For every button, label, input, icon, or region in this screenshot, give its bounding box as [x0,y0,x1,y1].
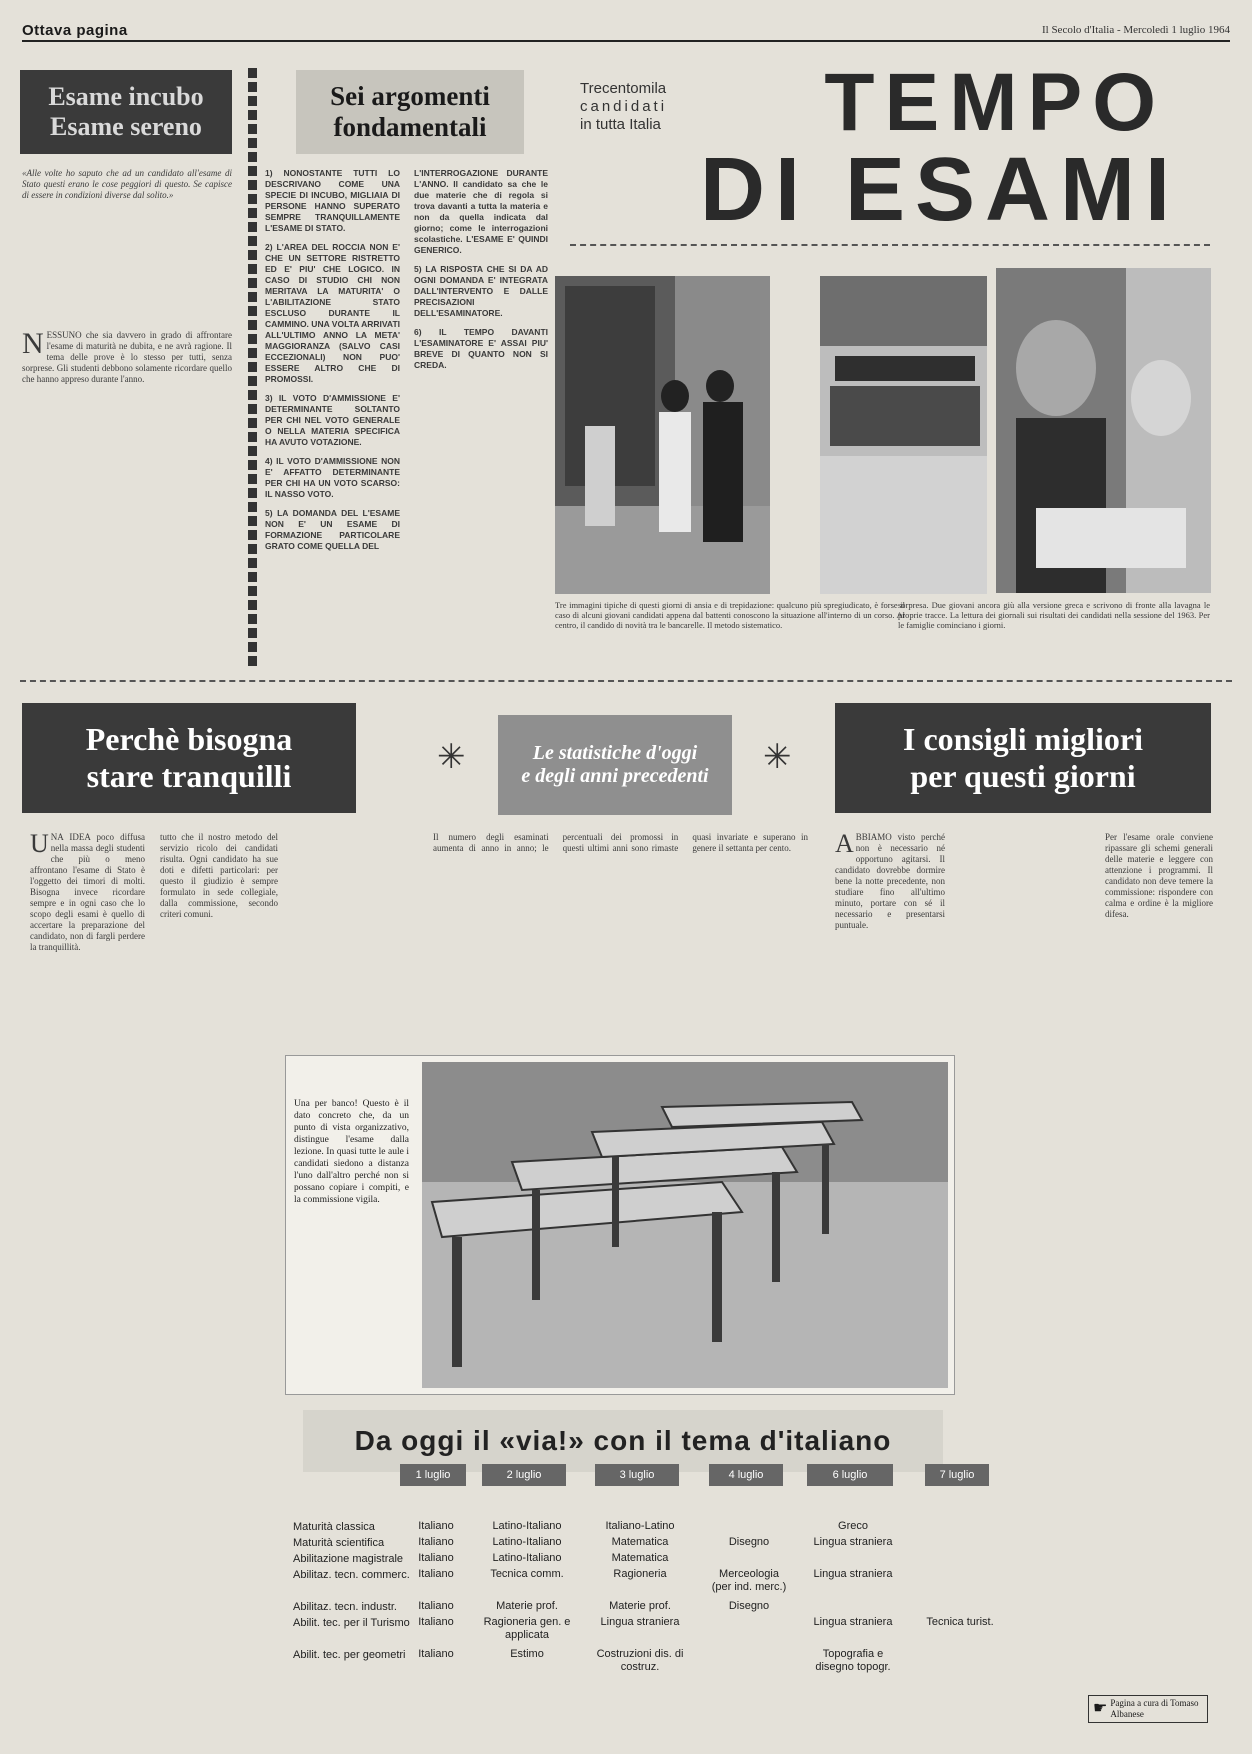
article-intro: «Alle volte ho saputo che ad un candidato all'esame di Stato questi erano le cose peggiori di questo. Se capisce di essere in condizioni diverse dal solito.» [22,168,232,200]
exam-cell: Topografia e disegno topogr. [815,1648,891,1673]
day-header: 2 luglio [482,1464,566,1486]
exam-row-label: Abilitazione magistrale [293,1553,404,1565]
pointing-hand-icon: ☛ [1093,1700,1108,1717]
exam-cell: Italiano [418,1552,454,1564]
exam-cell: Disegno [728,1600,770,1612]
exam-cell: Merceologia (per ind. merc.) [711,1568,787,1593]
headline-box-statistiche [498,715,732,815]
headline-line-2: fondamentali [333,112,487,142]
point-2: 2) L'AREA DEL ROCCIA NON E' CHE UN SETTORE RISTRETTO ED E' PIU' CHE LOGICO. IN CASO DI STUDIO CHI NON MERITAVA LA MATURITA' O L'ABILITAZIONE STATO ESCLUSO DURANTE IL CAMMINO. UNA VOLTA ARRIVATI ALL'ULTIMO ANNO LA META' MAGGIORANZA (SALVO CASI ECCEZIONALI) NON PUO' ESSERE ALTRO CHE DI PROMOSSI. [265,242,400,384]
main-headline-line-2: DI ESAMI [699,140,1180,240]
article-consigli-col-2: Per l'esame orale conviene ripassare gli schemi generali delle materie e leggere con attenzione i programmi. Il candidato non deve temere la commissione: rispondere con calma e ordine è la migliore difesa. [1105,832,1213,919]
point-5: 5) LA DOMANDA DEL L'ESAME NON E' UN ESAME DI FORMAZIONE PARTICOLARE GRATO COME QUELLA DEL [265,508,400,551]
section-label: Ottava pagina [22,22,128,39]
photo-newsstand [820,276,987,594]
points-column-right [414,168,548,662]
exam-cell: Estimo [510,1648,544,1660]
credit-box [1088,1695,1208,1723]
exam-row-label: Abilitaz. tecn. commerc. [293,1569,410,1581]
ornament-icon: ✳ [437,739,466,776]
exam-cell: Italiano-Latino [605,1520,675,1532]
exam-cell: Ragioneria [613,1568,667,1580]
day-header: 7 luglio [925,1464,989,1486]
main-headline [560,57,1180,240]
headline-box-consigli [835,703,1211,813]
exam-cell: Italiano [418,1520,454,1532]
exam-cell: Italiano [418,1536,454,1548]
dropcap: N [22,330,44,360]
photo-students-at-door [555,276,770,594]
exam-schedule [285,1410,994,1673]
section-divider [20,680,1232,682]
points-column-left [265,168,400,662]
exam-row-label: Maturità scientifica [293,1537,385,1549]
day-header: 6 luglio [807,1464,893,1486]
exam-cell: Latino-Italiano [492,1520,562,1532]
article-body: N ESSUNO che sia davvero in grado di affrontare l'esame di maturità ne dubita, e ne avrà ragione. Il tema delle prove è lo stesso per tutti, senza sorprese. Gli studenti debbono solamente ricordare quello che hanno appreso durante l'anno. [22,330,232,384]
exam-cell: Italiano [418,1648,454,1660]
page-header [22,22,1230,42]
exam-row-label: Abilitaz. tecn. industr. [293,1601,397,1613]
main-headline-line-1: TEMPO [824,57,1166,148]
headline-line-1: I consigli migliori [903,721,1143,758]
credit-text: Pagina a cura di Tomaso Albanese [1110,1698,1199,1719]
headline-box-tranquilli [22,703,356,813]
exam-cell: Lingua straniera [600,1616,680,1628]
exam-cell: Italiano [418,1616,454,1628]
exam-cell: Matematica [611,1536,669,1548]
exam-row-label: Abilit. tec. per geometri [293,1649,406,1661]
article-statistiche: Il numero degli esaminati aumenta di anno in anno; le percentuali dei promossi in questi ultimi anni sono rimaste quasi invariate e superano in genere il settanta per cento. [433,832,808,853]
exam-cell: Latino-Italiano [492,1552,562,1564]
article-tranquilli-col-2: tutto che il nostro metodo del servizio ricolo dei candidati risulta. Ogni candidato ha sue doti e difetti particolari: per questo il giudizio è sempre formulato in sede collegiale, dalla commissione, secondo criteri comuni. [160,832,278,919]
article-consigli-col-1: A BBIAMO visto perché non è necessario né opportuno agitarsi. Il candidato dovrebbe dormire bene la notte precedente, non studiare fino all'ultimo minuto, portare con sé il necessario e presentarsi puntuale. [835,832,945,930]
exam-cell: Greco [838,1520,868,1532]
point-risposta: 5) LA RISPOSTA CHE SI DA AD OGNI DOMANDA E' INTEGRATA DALL'INTERVENTO E DALLE PRECISAZIONI DELL'ESAMINATORE. [414,264,548,318]
desks-photo-caption: Una per banco! Questo è il dato concreto che, da un punto di vista organizzativo, distingue l'esame dalla lezione. In quasi tutte le aule i candidati siedono a distanza l'uno dall'altro perché non si possano copiare i compiti, e la commissione vigila. [294,1099,409,1205]
headline-box-esame [20,70,232,154]
kicker-line-3: in tutta Italia [580,116,661,133]
exam-cell: Costruzioni dis. di costruz. [596,1648,684,1673]
kicker-line-2: candidati [580,98,668,115]
point-tempo: 6) IL TEMPO DAVANTI L'ESAMINATORE E' ASSAI PIU' BREVE DI QUANTO NON SI CREDA. [414,327,548,370]
exam-cell: Lingua straniera [813,1536,893,1548]
exam-cell: Tecnica turist. [926,1616,994,1628]
exam-cell: Disegno [728,1536,770,1548]
headline-line-2: e degli anni precedenti [521,765,709,787]
point-3: 3) IL VOTO D'AMMISSIONE E' DETERMINANTE SOLTANTO PER CHI NEL VOTO GENERALE O NELLA MATERIA SPECIFICA HA AVUTO VOTAZIONE. [265,393,400,447]
dropcap: A [835,832,854,858]
point-4: 4) IL VOTO D'AMMISSIONE NON E' AFFATTO DETERMINANTE PER CHI HA UN VOTO SCARSO: IL NASSO VOTO. [265,456,400,499]
photo-empty-desks [422,1062,948,1388]
headline-line-2: per questi giorni [910,758,1136,794]
exam-cell: Materie prof. [609,1600,671,1612]
kicker-line-1: Trecentomila [580,80,667,97]
dateline: Il Secolo d'Italia - Mercoledì 1 luglio 1964 [1041,24,1230,36]
ornament-icon: ✳ [763,739,792,776]
day-header: 4 luglio [709,1464,783,1486]
exam-cell: Tecnica comm. [490,1568,564,1580]
exam-schedule-grid [285,1469,994,1673]
photo-caption-right: sorpresa. Due giovani ancora giù alla versione greca e scrivono di fronte alla lavagna le proprie tracce. La lettura dei giornali sui risultati dei candidati nella sessione del 1963. Per le famiglie cominciano i giorni. [898,600,1210,630]
article-tranquilli-col-1: U NA IDEA poco diffusa nella massa degli studenti che più o meno affrontano l'esame di Stato è l'oggetto dei timori di molti. Bisogna invece ricordare sempre e in ogni caso che lo scopo degli esami è quello di accertare la preparazione del candidato, non di fargli perdere la tranquillità. [30,832,145,952]
headline-line-2: Esame sereno [50,112,202,141]
exam-cell: Latino-Italiano [492,1536,562,1548]
headline-rule [570,244,1210,246]
exam-cell: Lingua straniera [813,1568,893,1580]
headline-box-argomenti [296,70,524,154]
exam-row-label: Maturità classica [293,1521,375,1533]
dropcap: U [30,832,49,858]
desks-photo-frame [285,1055,955,1395]
exam-cell: Matematica [611,1552,669,1564]
headline-line-1: Perchè bisogna [85,721,293,758]
day-header: 1 luglio [400,1464,466,1486]
day-header: 3 luglio [595,1464,679,1486]
headline-line-2: stare tranquilli [86,758,292,794]
headline-line-1: Esame incubo [48,82,204,112]
point-1: 1) NONOSTANTE TUTTI LO DESCRIVANO COME UNA SPECIE DI INCUBO, MIGLIAIA DI PERSONE HANNO SUPERATO SEMPRE TRANQUILLAMENTE L'ESAME DI STATO. [265,168,400,233]
headline-line-1: Le statistiche d'oggi [532,742,698,764]
exam-row-label: Abilit. tec. per il Turismo [293,1617,410,1629]
exam-schedule-title: Da oggi il «via!» con il tema d'italiano [303,1410,943,1472]
exam-cell: Italiano [418,1600,454,1612]
exam-cell: Italiano [418,1568,454,1580]
photo-caption-left: Tre immagini tipiche di questi giorni di ansia e di trepidazione: qualcuno più spregiudicato, è forse il caso di alcuni giovani candidati appena dal battenti conoscono la situazione all'interno di un corso. Al centro, il candido di novità tra le bancarelle. Il metodo sistematico. [555,600,905,630]
exam-cell: Lingua straniera [813,1616,893,1628]
exam-cell: Ragioneria gen. e applicata [483,1616,571,1641]
headline-line-1: Sei argomenti [330,80,490,111]
point-interrogazione: L'INTERROGAZIONE DURANTE L'ANNO. Il candidato sa che le due materie che di regola si trova davanti a tutta la materia e non da quella indicata dal giorno; come le interrogazioni scolastiche. L'ESAME E' QUINDI GENERICO. [414,168,548,255]
exam-cell: Materie prof. [496,1600,558,1612]
photo-student-reading [996,268,1211,593]
column-rule [248,68,257,668]
